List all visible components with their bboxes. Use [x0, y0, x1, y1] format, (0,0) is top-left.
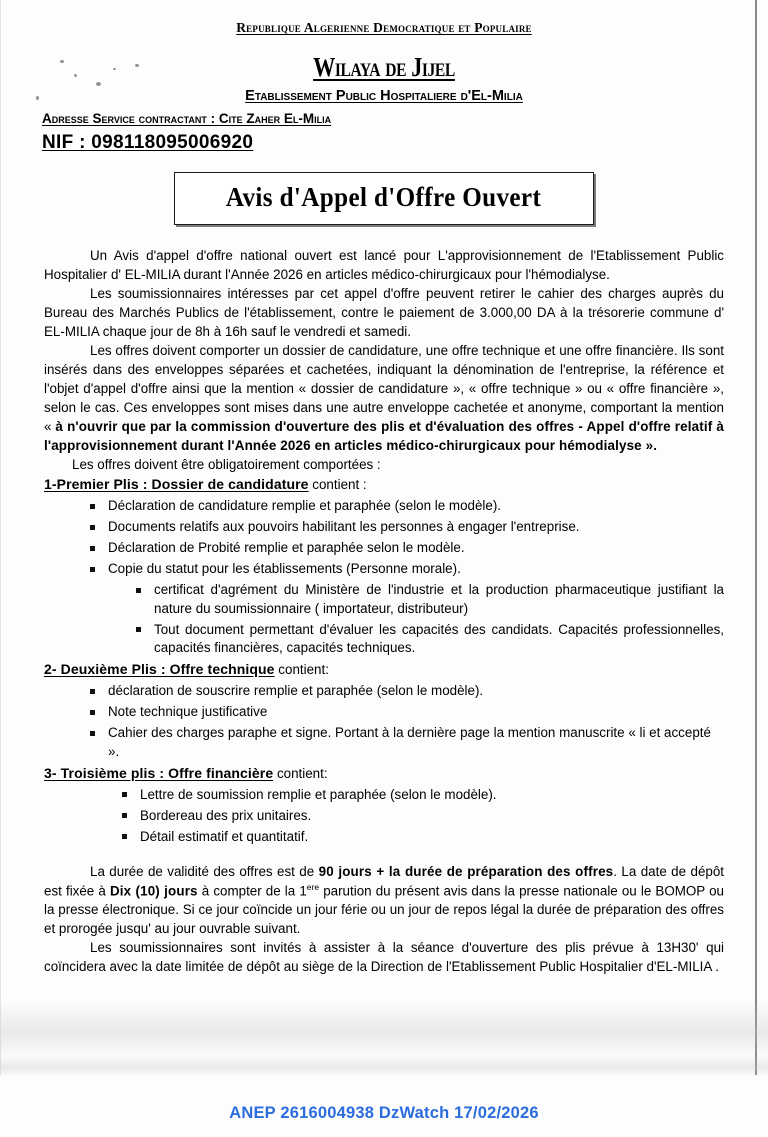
section-2-list: [44, 682, 724, 761]
bullet-square-icon: [122, 813, 127, 818]
paragraph-2: Les soumissionnaires intéresses par cet appel d'offre peuvent retirer le cahier des charges auprès du Bureau des Marchés Publics de l'établissement, contre le paiement de 3.000,00 DA à la trésorerie commune d' EL-MILIA chaque jour de 8h à 16h sauf le vendredi et samedi.: [44, 286, 724, 340]
section-heading-3-tail: contient:: [273, 765, 328, 781]
list-item-text: Note technique justificative: [108, 704, 268, 720]
bullet-square-icon: [136, 588, 141, 593]
section-heading-1: [44, 475, 724, 495]
paragraph-4-b: . La date de dépôt est fixée à: [44, 863, 724, 898]
list-item-text: Documents relatifs aux pouvoirs habilitant les personnes à engager l'entreprise.: [108, 519, 580, 535]
list-item: [122, 828, 724, 847]
spacer: [44, 849, 724, 862]
list-item: [122, 807, 724, 826]
bullet-square-icon: [122, 834, 127, 839]
list-item: [90, 703, 724, 722]
list-item: [90, 560, 724, 579]
bullet-square-icon: [90, 546, 95, 551]
list-item: [90, 497, 724, 516]
nation-heading: Republique Algerienne Democratique et Populaire: [236, 20, 532, 35]
bullet-square-icon: [90, 525, 95, 530]
paragraph-1: Un Avis d'appel d'offre national ouvert est lancé pour L'approvisionnement de l'Etablissement Public Hospitalier d' EL-MILIA durant l'Année 2026 en articles médico-chirurgicaux pour l'hémodialyse.: [44, 248, 724, 283]
bullet-square-icon: [90, 710, 95, 715]
list-item-text: Lettre de soumission remplie et paraphée (selon le modèle).: [140, 786, 497, 802]
section-heading-3-label: 3- Troisième plis : Offre financière: [44, 764, 274, 781]
section-heading-2-label: 2- Deuxième Plis : Offre technique: [44, 661, 275, 678]
list-item-text: Bordereau des prix unitaires.: [140, 807, 312, 823]
section-heading-2: [44, 660, 724, 680]
list-item-text: Copie du statut pour les établissements (Personne morale).: [108, 561, 461, 577]
section-3-list: [44, 786, 724, 847]
list-item-text: Déclaration de candidature remplie et paraphée (selon le modèle).: [108, 498, 502, 514]
section-heading-1-label: 1-Premier Plis : Dossier de candidature: [44, 476, 309, 493]
paragraph-4-d: parution du présent avis dans la presse nationale ou le BOMOP ou la presse électronique. Si ce jour coïncide un jour férie ou un jour de repos légal la durée de préparation des offres et prorogée jusqu' au jour ouvrable suivant.: [44, 883, 725, 937]
list-item-text: déclaration de souscrire remplie et paraphée (selon le modèle).: [108, 683, 484, 699]
list-item-text: Cahier des charges paraphe et signe. Portant à la dernière page la mention manuscrite « li et accepté ».: [108, 725, 711, 759]
list-item-text: certificat d'agrément du Ministère de l'industrie et la production pharmaceutique justifiant la nature du soumissionnaire ( importateur, distributeur): [154, 582, 724, 616]
bullet-square-icon: [90, 731, 95, 736]
title-box: [174, 172, 594, 225]
scan-wash: [0, 1055, 768, 1077]
paragraph-5: Les soumissionnaires sont invités à assister à la séance d'ouverture des plis prévue à 13H30' qui coïncidera avec la date limitée de dépôt au siège de la Direction de l'Etablissement Public Hospitalier d'EL-MILIA .: [44, 940, 724, 975]
establishment-heading: Etablissement Public Hospitaliere d'El-Milia: [245, 88, 523, 104]
paragraph-4-c: à compter de la 1: [197, 883, 307, 898]
list-item: [90, 539, 724, 558]
footer-text: ANEP 2616004938 DzWatch 17/02/2026: [229, 1104, 539, 1122]
document-body: [44, 246, 724, 976]
address-line: Adresse Service contractant : Cite Zaher El-Milia: [42, 111, 332, 126]
paragraph-3: [44, 341, 724, 455]
document-content: [0, 20, 768, 976]
list-item: [90, 581, 724, 618]
title-box-wrapper: [174, 172, 594, 225]
list-item: [90, 621, 724, 658]
nif-line: NIF : 098118095006920: [42, 132, 254, 153]
list-item-text: Déclaration de Probité remplie et paraphée selon le modèle.: [108, 540, 465, 556]
paragraph-4-a: La durée de validité des offres est de: [90, 863, 319, 879]
list-item: [90, 682, 724, 701]
paragraph-4: [44, 862, 724, 939]
bullet-square-icon: [136, 627, 141, 632]
wilaya-heading: Wilaya de Jijel: [313, 52, 455, 82]
bullet-square-icon: [122, 792, 127, 797]
page-title: Avis d'Appel d'Offre Ouvert: [226, 182, 542, 212]
paragraph-3-text: Les offres doivent comporter un dossier de candidature, une offre technique et une offre financière. Ils sont insérés dans des enveloppes séparées et cachetées, indiquant la dénomination de l'entreprise, la référence et l'objet d'appel d'offre ainsi que la mention « dossier de candidature », « offre technique » ou « offre financière », selon le cas. Ces enveloppes sont mises dans une autre enveloppe cachetée et anonyme, comportant la mention «: [44, 343, 724, 435]
section-heading-1-tail: contient :: [308, 477, 367, 493]
section-heading-3: [44, 764, 724, 784]
paragraph-4-deadline: Dix (10) jours: [109, 883, 198, 898]
list-item-text: Détail estimatif et quantitatif.: [140, 828, 309, 844]
section-1-list: [44, 497, 724, 658]
paragraph-3-emphasis: à n'ouvrir que par la commission d'ouverture des plis et d'évaluation des offres - Appel d'offre relatif à l'approvisionnement durant l'Année 2026 en articles médico-chirurgicaux pour hémodialyse ».: [44, 419, 725, 454]
bullet-square-icon: [90, 689, 95, 694]
list-item: [90, 518, 724, 537]
scan-wash: [0, 1000, 768, 1060]
paragraph-4-validity: 90 jours + la durée de préparation des offres: [318, 863, 614, 879]
footer-anep-line: [0, 1104, 768, 1123]
list-item-text: Tout document permettant d'évaluer les capacités des candidats. Capacités professionnelles, capacités financières, capacités techniques.: [154, 621, 724, 656]
bullet-square-icon: [90, 504, 95, 509]
bullet-square-icon: [90, 567, 95, 572]
section-heading-2-tail: contient:: [274, 662, 329, 678]
obligation-line: Les offres doivent être obligatoirement comportées :: [72, 457, 381, 473]
list-item: [122, 786, 724, 805]
paragraph-4-ordinal-suffix: ere: [306, 881, 320, 892]
list-item: [90, 724, 724, 761]
